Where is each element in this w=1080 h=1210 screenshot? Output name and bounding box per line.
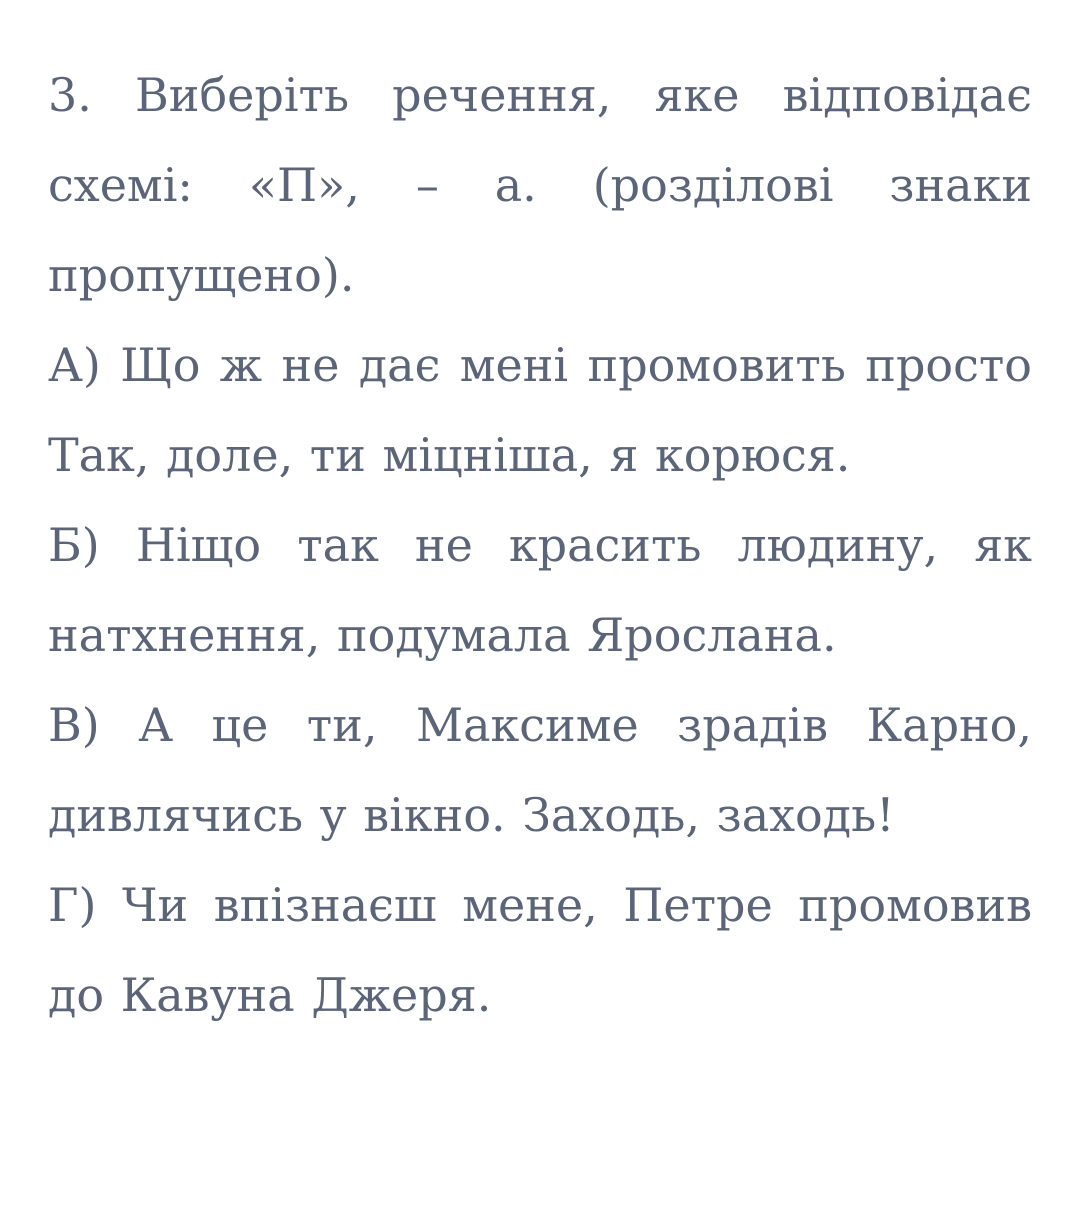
exercise-text (48, 50, 1032, 1040)
option-c: В) А це ти, Максиме зрадів Карно, дивлячись у вікно. Заходь, заходь! (48, 698, 1032, 842)
question-text: 3. Виберіть речення, яке відповідає схемі: «П», – а. (розділові знаки пропущено). (48, 68, 1032, 302)
option-b: Б) Ніщо так не красить людину, як натхнення, подумала Ярослана. (48, 518, 1032, 662)
option-a: А) Що ж не дає мені промовить просто Так, доле, ти міцніша, я корюся. (48, 338, 1032, 482)
option-d: Г) Чи впізнаєш мене, Петре промовив до Кавуна Джеря. (48, 878, 1032, 1022)
